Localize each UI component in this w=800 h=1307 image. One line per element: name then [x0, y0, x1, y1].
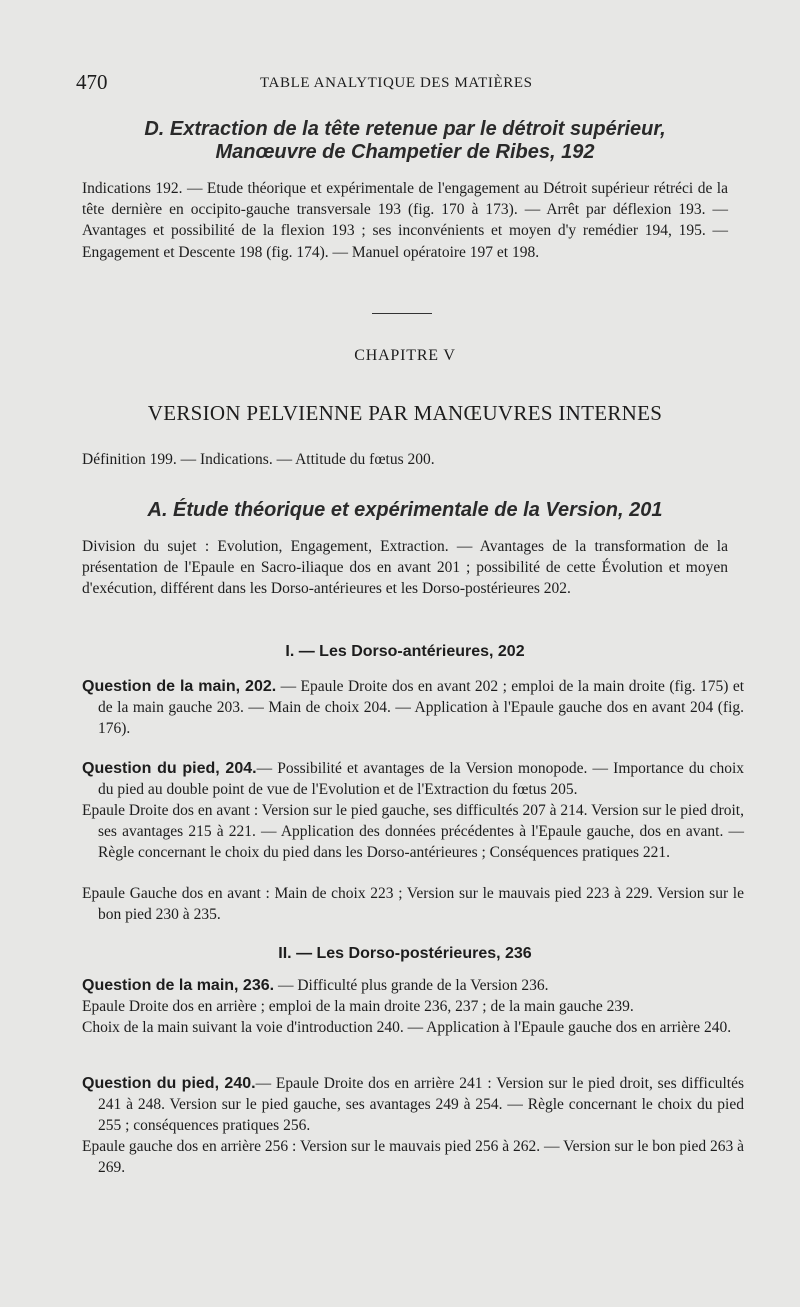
page-number: 470 [76, 70, 108, 94]
chapter-title: VERSION PELVIENNE PAR MANŒUVRES INTERNES [147, 401, 663, 425]
section-a-text: Division du sujet : Evolution, Engagement, Extraction. — Avantages de la transformation de la présentation de l'Epaule en Sacro-iliaque dos en avant 201 ; possibilité de cette Évolution et moyen d'exécution, différent dans les Dorso-antérieures et les Dorso-postérieures 202. [82, 538, 728, 598]
question-pied-text: — Possibilité et avantages de la Version monopode. — Importance du choix du pied au double point de vue de l'Evolution et de l'Extraction du fœtus 205. [98, 760, 744, 799]
running-title: TABLE ANALYTIQUE DES MATIÈRES [260, 75, 533, 91]
section-d-title-line2: Manœuvre de Champetier de Ribes, 192 [215, 141, 595, 163]
question-pied-heading: Question du pied, 204. [82, 760, 257, 777]
section-d-text: Indications 192. — Etude théorique et expérimentale de l'engagement au Détroit supérieur rétréci de la tête dernière en occipito-gauche transversale 193 (fig. 170 à 173). — Arrêt par déflexion 193. — Avantages et possibilité de la flexion 193 ; ses inconvénients et moyen d'y remédier 194, 195. — Engagement et Descente 198 (fig. 174). — Manuel opératoire 197 et 198. [82, 180, 728, 261]
part-2-question-pied [82, 1073, 744, 1137]
part-2-epaule-gauche: Epaule gauche dos en arrière 256 : Version sur le mauvais pied 256 à 262. — Version sur le bon pied 263 à 269. [82, 1138, 744, 1177]
part-1-question-pied [82, 758, 744, 800]
question-main-heading: Question de la main, 202. [82, 678, 277, 695]
chapter-intro: Définition 199. — Indications. — Attitude du fœtus 200. [82, 451, 435, 468]
section-d-title-line1: D. Extraction de la tête retenue par le détroit supérieur, [144, 118, 666, 140]
page-header [76, 70, 726, 100]
part-1-epaule-droite: Epaule Droite dos en avant : Version sur le pied gauche, ses difficultés 207 à 214. Version sur le pied droit, ses avantages 215 à 221. — Application des données précédentes à l'Epaule gauche, dos en avant. — Règle concernant le choix du pied dans les Dorso-antérieures ; Conséquences pratiques 221. [82, 802, 744, 862]
part-2-question-main [82, 975, 744, 996]
divider-rule [372, 313, 432, 314]
part-1-question-main [82, 676, 744, 740]
part-2-epaule-droite: Epaule Droite dos en arrière ; emploi de la main droite 236, 237 ; de la main gauche 239. [82, 998, 634, 1015]
part-2-title: II. — Les Dorso-postérieures, 236 [278, 945, 532, 962]
question-pied-text: — Epaule Droite dos en arrière 241 : Version sur le pied droit, ses difficultés 241 à 248. Version sur le pied gauche, ses avantages 249 à 254. — Règle concernant le choix du pied 255 ; conséquences pratiques 256. [98, 1075, 744, 1135]
part-1-epaule-gauche: Epaule Gauche dos en avant : Main de choix 223 ; Version sur le mauvais pied 223 à 229. Version sur le bon pied 230 à 235. [82, 885, 744, 924]
question-main-heading: Question de la main, 236. [82, 977, 275, 994]
question-pied-heading: Question du pied, 240. [82, 1075, 256, 1092]
section-a-title: A. Étude théorique et expérimentale de la Version, 201 [147, 499, 663, 521]
part-1-title: I. — Les Dorso-antérieures, 202 [285, 643, 525, 660]
chapter-label: CHAPITRE V [354, 347, 456, 364]
part-2-choix-main: Choix de la main suivant la voie d'introduction 240. — Application à l'Epaule gauche dos en arrière 240. [82, 1019, 732, 1036]
question-main-text: — Difficulté plus grande de la Version 236. [274, 977, 549, 994]
question-main-text: — Epaule Droite dos en avant 202 ; emploi de la main droite (fig. 175) et de la main gauche 203. — Main de choix 204. — Application à l'Epaule gauche dos en avant 204 (fig. 176). [98, 678, 745, 738]
